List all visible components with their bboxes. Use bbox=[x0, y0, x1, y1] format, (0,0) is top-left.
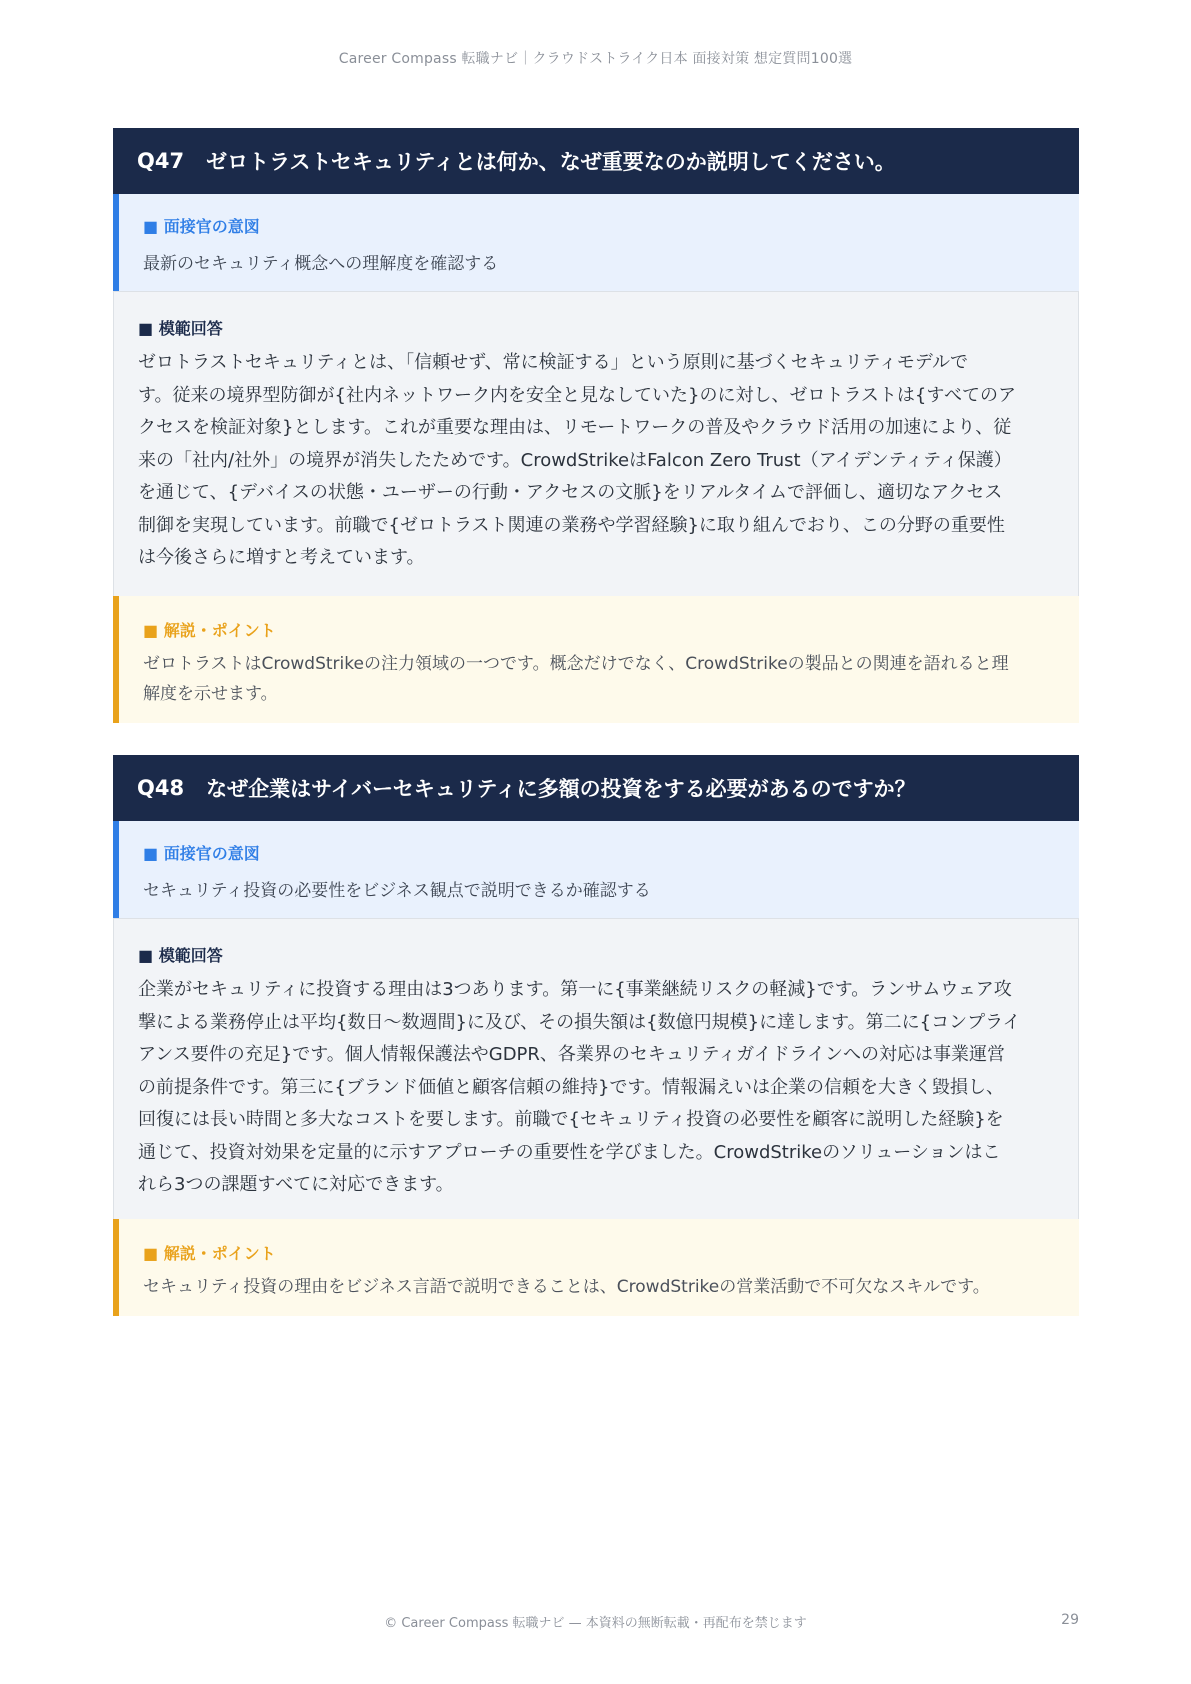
question-number: Q47 bbox=[137, 149, 185, 173]
answer-line: す。従来の境界型防御が{社内ネットワーク内を安全と見なしていた}のに対し、ゼロトラストは{すべてのア bbox=[138, 384, 1017, 406]
answer-line: れら3つの課題すべてに対応できます。 bbox=[138, 1174, 454, 1195]
question-header bbox=[113, 128, 1079, 194]
answer-label: ■ 模範回答 bbox=[138, 946, 223, 965]
interviewer-intent-box bbox=[113, 194, 1079, 291]
model-answer-box bbox=[113, 918, 1079, 1219]
answer-line: は今後さらに増すと考えています。 bbox=[138, 547, 425, 568]
point-label: ■ 解説・ポイント bbox=[143, 1244, 276, 1263]
point-text bbox=[143, 1272, 1055, 1302]
intent-label: ■ 面接官の意図 bbox=[143, 844, 260, 863]
answer-label: ■ 模範回答 bbox=[138, 319, 223, 338]
answer-text bbox=[138, 974, 1054, 1202]
question-title: なぜ企業はサイバーセキュリティに多額の投資をする必要があるのですか？ bbox=[206, 777, 916, 801]
point-text bbox=[143, 649, 1055, 709]
point-line: セキュリティ投資の理由をビジネス言語で説明できることは、CrowdStrikeの営業活動で不可欠なスキルです。 bbox=[143, 1277, 990, 1297]
answer-line: 来の「社内/社外」の境界が消失したためです。CrowdStrikeはFalcon Zero Trust（アイデンティティ保護） bbox=[138, 449, 1012, 471]
answer-line: ゼロトラストセキュリティとは、「信頼せず、常に検証する」という原則に基づくセキュリティモデルで bbox=[138, 352, 968, 373]
point-line: 解度を示せます。 bbox=[143, 684, 278, 704]
intent-text: セキュリティ投資の必要性をビジネス観点で説明できるか確認する bbox=[143, 881, 651, 901]
intent-label: ■ 面接官の意図 bbox=[143, 217, 260, 236]
question-header bbox=[113, 755, 1079, 821]
point-line: ゼロトラストはCrowdStrikeの注力領域の一つです。概念だけでなく、CrowdStrikeの製品との関連を語れると理 bbox=[143, 654, 1009, 674]
answer-line: 撃による業務停止は平均{数日〜数週間}に及び、その損失額は{数億円規模}に達します。第二に{コンプライ bbox=[138, 1011, 1021, 1033]
answer-line: クセスを検証対象}とします。これが重要な理由は、リモートワークの普及やクラウド活用の加速により、従 bbox=[138, 417, 1012, 438]
answer-line: の前提条件です。第三に{ブランド価値と顧客信頼の維持}です。情報漏えいは企業の信頼を大きく毀損し、 bbox=[138, 1076, 1005, 1098]
answer-line: を通じて、{デバイスの状態・ユーザーの行動・アクセスの文脈}をリアルタイムで評価し、適切なアクセス bbox=[138, 482, 1003, 503]
question-card-q48 bbox=[113, 755, 1079, 1316]
answer-line: 回復には長い時間と多大なコストを要します。前職で{セキュリティ投資の必要性を顧客に説明した経験}を bbox=[138, 1109, 1004, 1130]
model-answer-box bbox=[113, 291, 1079, 596]
question-number: Q48 bbox=[137, 776, 185, 800]
interviewer-intent-box bbox=[113, 821, 1079, 918]
answer-line: 企業がセキュリティに投資する理由は3つあります。第一に{事業継続リスクの軽減}です。ランサムウェア攻 bbox=[138, 979, 1012, 1000]
explanation-point-box bbox=[113, 1219, 1079, 1316]
question-title: ゼロトラストセキュリティとは何か、なぜ重要なのか説明してください。 bbox=[206, 150, 896, 174]
answer-text bbox=[138, 347, 1054, 575]
answer-line: 制御を実現しています。前職で{ゼロトラスト関連の業務や学習経験}に取り組んでおり、この分野の重要性 bbox=[138, 514, 1005, 536]
answer-line: アンス要件の充足}です。個人情報保護法やGDPR、各業界のセキュリティガイドラインへの対応は事業運営 bbox=[138, 1044, 1006, 1065]
point-label: ■ 解説・ポイント bbox=[143, 621, 276, 640]
question-card-q47 bbox=[113, 128, 1079, 723]
intent-text: 最新のセキュリティ概念への理解度を確認する bbox=[143, 254, 499, 274]
running-header: Career Compass 転職ナビ｜クラウドストライク日本 面接対策 想定質問100選 bbox=[338, 51, 853, 67]
footer-copyright: © Career Compass 転職ナビ — 本資料の無断転載・再配布を禁じます bbox=[384, 1616, 807, 1631]
explanation-point-box bbox=[113, 596, 1079, 723]
answer-line: 通じて、投資対効果を定量的に示すアプローチの重要性を学びました。CrowdStrikeのソリューションはこ bbox=[138, 1141, 1001, 1163]
page-number: 29 bbox=[1061, 1612, 1079, 1628]
